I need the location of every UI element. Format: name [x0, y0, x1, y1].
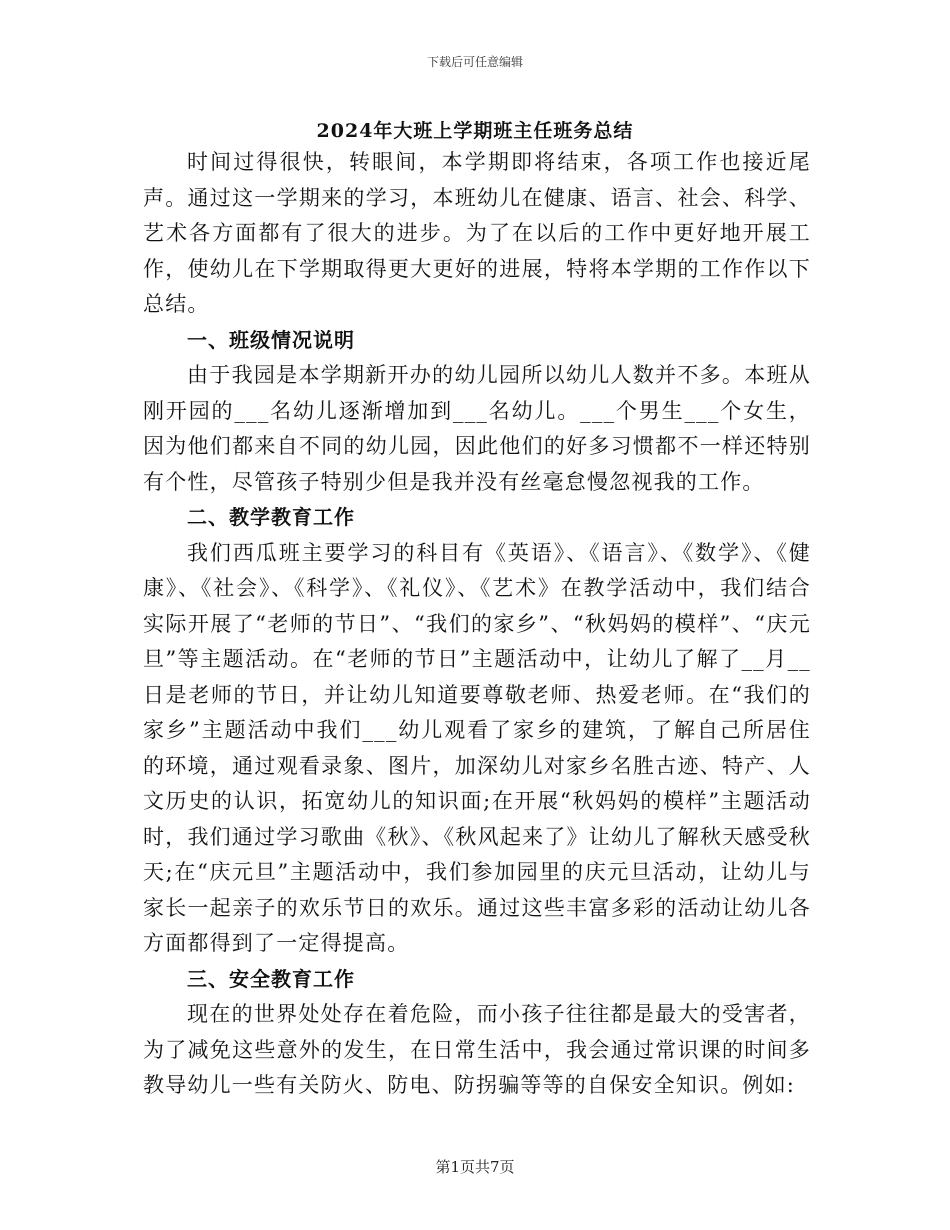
section-heading-safety: 三、安全教育工作	[187, 966, 355, 991]
header-note: 下载后可任意编辑	[426, 55, 523, 69]
section-heading-class-overview: 一、班级情况说明	[187, 327, 355, 352]
document-title: 2024年大班上学期班主任班务总结	[316, 120, 634, 142]
page-footer: 第1页共7页	[435, 1158, 515, 1176]
paragraph-intro: 时间过得很快，转眼间，本学期即将结束，各项工作也接近尾声。通过这一学期来的学习，本班幼儿在健康、语言、社会、科学、艺术各方面都有了很大的进步。为了在以后的工作中更好地开展工作，使幼儿在下学期取得更大更好的进展，特将本学期的工作作以下总结。	[143, 150, 811, 316]
paragraph-class-overview: 由于我园是本学期新开办的幼儿园所以幼儿人数并不多。本班从刚开园的___名幼儿逐渐增加到___名幼儿。___个男生___个女生，因为他们都来自不同的幼儿园，因此他们的好多习惯都不一样还特别有个性，尽管孩子特别少但是我并没有丝毫怠慢忽视我的工作。	[143, 363, 811, 494]
section-heading-teaching: 二、教学教育工作	[187, 505, 355, 529]
document-body	[143, 145, 811, 1104]
paragraph-teaching: 我们西瓜班主要学习的科目有《英语》、《语言》、《数学》、《健康》、《社会》、《科学》、《礼仪》、《艺术》在教学活动中，我们结合实际开展了“老师的节日”、“我们的家乡”、“秋妈妈的模样”、“庆元旦”等主题活动。在“老师的节日”主题活动中，让幼儿了解了__月__日是老师的节日，并让幼儿知道要尊敬老师、热爱老师。在“我们的家乡”主题活动中我们___幼儿观看了家乡的建筑，了解自己所居住的环境，通过观看录象、图片，加深幼儿对家乡名胜古迹、特产、人文历史的认识，拓宽幼儿的知识面;在开展“秋妈妈的模样”主题活动时，我们通过学习歌曲《秋》、《秋风起来了》让幼儿了解秋天感受秋天;在“庆元旦”主题活动中，我们参加园里的庆元旦活动，让幼儿与家长一起亲子的欢乐节日的欢乐。通过这些丰富多彩的活动让幼儿各方面都得到了一定得提高。	[143, 540, 811, 955]
paragraph-safety: 现在的世界处处存在着危险，而小孩子往往都是最大的受害者，为了减免这些意外的发生，在日常生活中，我会通过常识课的时间多教导幼儿一些有关防火、防电、防拐骗等等的自保安全知识。例如:	[143, 1002, 811, 1097]
